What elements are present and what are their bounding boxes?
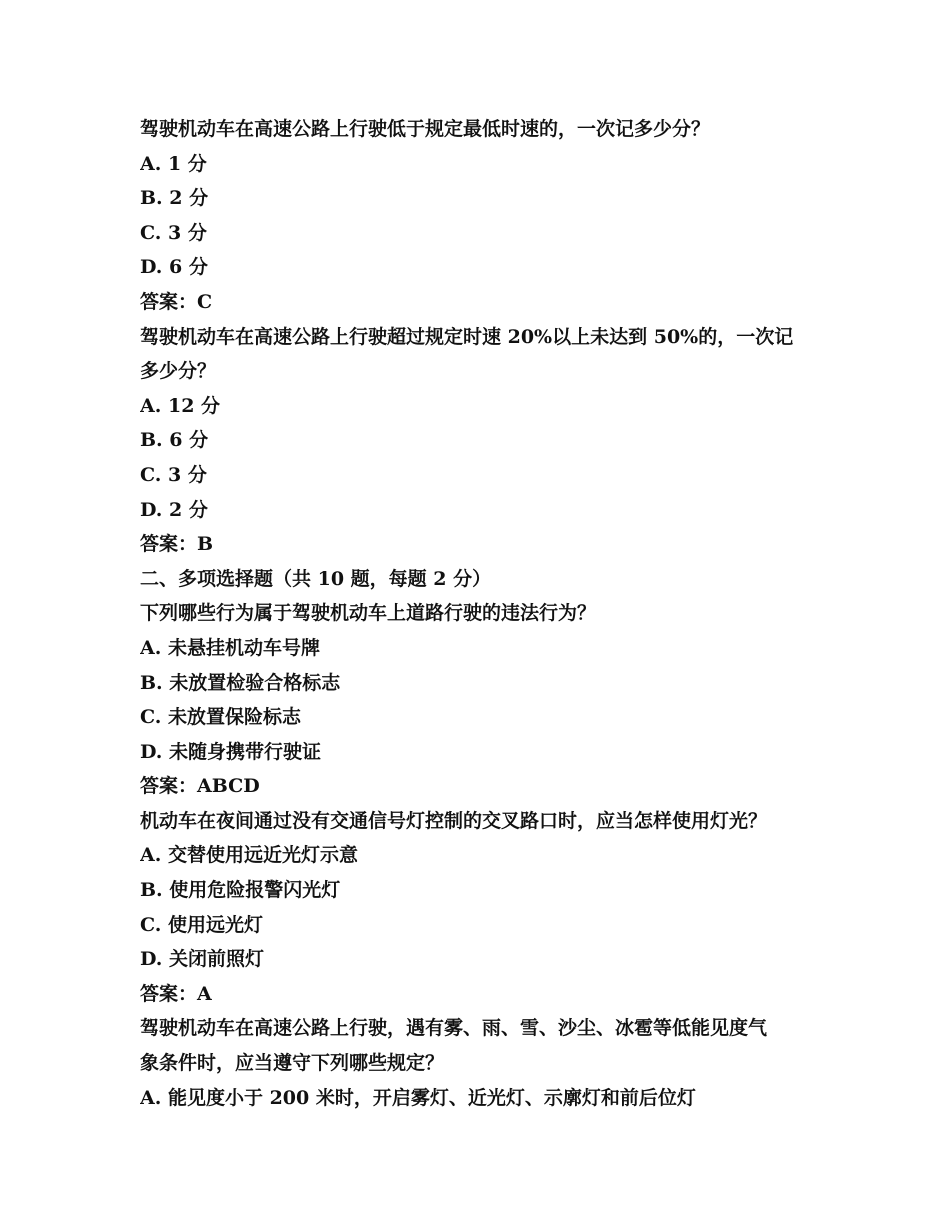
question-1-option-b: B. 2 分 [140,187,209,210]
question-1-option-d: D. 6 分 [140,256,208,279]
question-5-text-line-2: 象条件时，应当遵守下列哪些规定？ [140,1052,445,1075]
document-page [140,112,830,1115]
question-2-option-c: C. 3 分 [140,463,207,486]
question-3-option-d: D. 未随身携带行驶证 [140,740,322,763]
section-heading-multiple-choice: 二、多项选择题（共 10 题，每题 2 分） [140,567,492,590]
question-1-option-c: C. 3 分 [140,221,207,244]
question-3-answer: 答案：ABCD [140,775,260,798]
question-3-text: 下列哪些行为属于驾驶机动车上道路行驶的违法行为？ [140,602,597,625]
question-3-option-a: A. 未悬挂机动车号牌 [140,636,320,659]
question-2-option-a: A. 12 分 [140,394,221,417]
question-1-option-a: A. 1 分 [140,152,207,175]
question-4-option-a: A. 交替使用远近光灯示意 [140,844,358,867]
question-4-option-c: C. 使用远光灯 [140,913,264,936]
question-2-text-line-1: 驾驶机动车在高速公路上行驶超过规定时速 20%以上未达到 50%的，一次记 [140,325,794,348]
question-2-option-b: B. 6 分 [140,429,209,452]
question-3-option-c: C. 未放置保险标志 [140,706,302,729]
question-2-option-d: D. 2 分 [140,498,208,521]
question-4-text: 机动车在夜间通过没有交通信号灯控制的交叉路口时，应当怎样使用灯光？ [140,809,768,832]
question-4-option-d: D. 关闭前照灯 [140,948,265,971]
question-2-text-line-2: 多少分？ [140,360,217,383]
question-5-text-line-1: 驾驶机动车在高速公路上行驶，遇有雾、雨、雪、沙尘、冰雹等低能见度气 [140,1017,768,1040]
question-4-option-b: B. 使用危险报警闪光灯 [140,879,341,902]
question-5-option-a: A. 能见度小于 200 米时，开启雾灯、近光灯、示廓灯和前后位灯 [140,1086,696,1109]
question-2-answer: 答案：B [140,533,214,556]
question-4-answer: 答案：A [140,982,212,1005]
question-1-answer: 答案：C [140,290,213,313]
question-1-text: 驾驶机动车在高速公路上行驶低于规定最低时速的，一次记多少分？ [140,118,711,140]
question-3-option-b: B. 未放置检验合格标志 [140,671,341,694]
